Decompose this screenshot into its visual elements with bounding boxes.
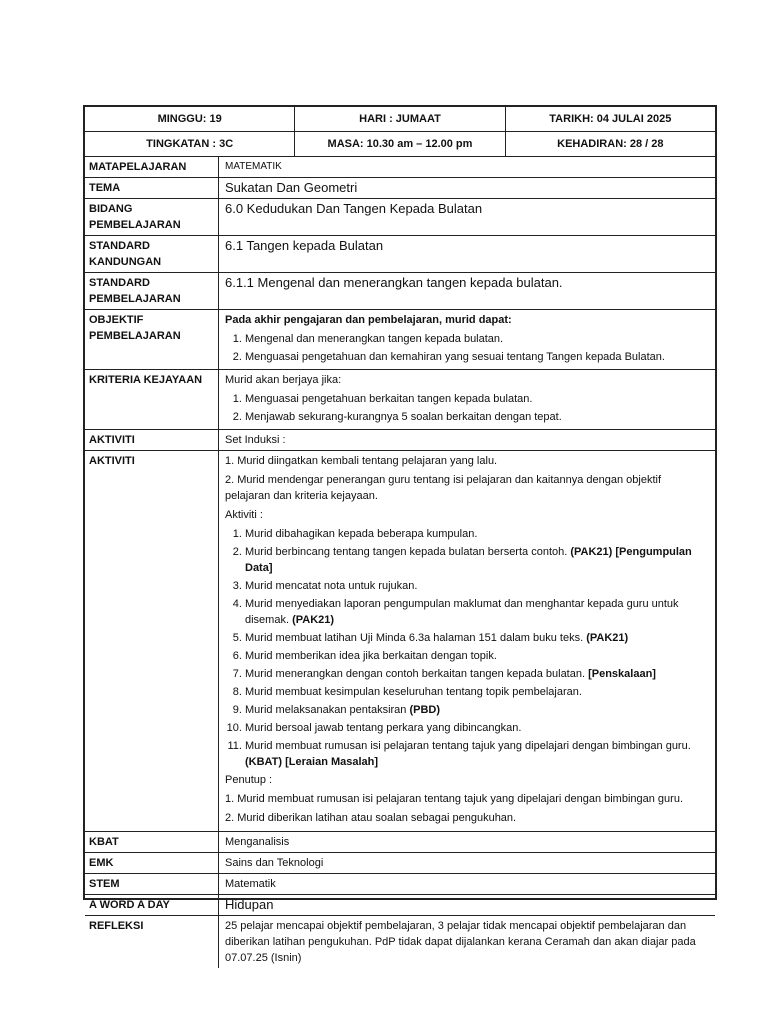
- objective-intro: Pada akhir pengajaran dan pembelajaran, murid dapat:: [225, 314, 512, 326]
- theme-value: Sukatan Dan Geometri: [225, 180, 358, 195]
- activity-text: Murid dibahagikan kepada beberapa kumpulan.: [245, 528, 478, 540]
- content-standard-value: 6.1 Tangen kepada Bulatan: [225, 238, 384, 253]
- list-item: [245, 544, 709, 576]
- hots-row: [85, 832, 715, 853]
- reflection-label: REFLEKSI: [85, 916, 219, 968]
- success-criteria-value: [219, 370, 715, 429]
- activity-tag: (PAK21): [292, 614, 335, 626]
- closing-title: Penutup :: [225, 774, 273, 786]
- header-row-1: [85, 107, 715, 132]
- list-item: [245, 596, 709, 628]
- list-item: 2. Menjawab sekurang-kurangnya 5 soalan berkaitan dengan tepat.: [245, 409, 709, 425]
- stem-row: [85, 874, 715, 895]
- emk-label: EMK: [85, 853, 219, 873]
- hots-label: KBAT: [85, 832, 219, 852]
- learning-area-label: BIDANG PEMBELAJARAN: [85, 199, 219, 235]
- emk-value: Sains dan Teknologi: [225, 857, 324, 869]
- success-criteria-label: KRITERIA KEJAYAAN: [85, 370, 219, 429]
- subject-label: MATAPELAJARAN: [85, 157, 219, 177]
- learning-standard-value: 6.1.1 Mengenal dan menerangkan tangen kepada bulatan.: [225, 275, 563, 290]
- activity-text: Murid berbincang tentang tangen kepada bulatan berserta contoh.: [245, 546, 568, 558]
- closing-line: 1. Murid membuat rumusan isi pelajaran tentang tajuk yang dipelajari dengan bimbingan guru.: [225, 793, 683, 805]
- time-cell: MASA: 10.30 am – 12.00 pm: [295, 132, 505, 156]
- stem-value: Matematik: [225, 878, 276, 890]
- list-item: [245, 684, 709, 700]
- induction-line: 2. Murid mendengar penerangan guru tentang isi pelajaran dan kaitannya dengan objektif pelajaran dan kriteria kejayaan.: [225, 474, 662, 502]
- activity-set-label: AKTIVITI: [85, 430, 219, 450]
- word-of-day-label: A WORD A DAY: [85, 895, 219, 915]
- criteria-intro: Murid akan berjaya jika:: [225, 374, 342, 386]
- induction-line: 1. Murid diingatkan kembali tentang pelajaran yang lalu.: [225, 455, 498, 467]
- objective-value: [219, 310, 715, 369]
- list-item: [245, 630, 709, 646]
- activity-tag: (KBAT) [Leraian Masalah]: [245, 756, 379, 768]
- activity-row: [85, 451, 715, 832]
- hots-value: Menganalisis: [225, 836, 290, 848]
- activity-label: AKTIVITI: [85, 451, 219, 831]
- activity-text: Murid menerangkan dengan contoh berkaitan tangen kepada bulatan.: [245, 668, 586, 680]
- activity-set-row: [85, 430, 715, 451]
- list-item: 1. Mengenal dan menerangkan tangen kepada bulatan.: [245, 331, 709, 347]
- activity-text: Murid melaksanakan pentaksiran: [245, 704, 407, 716]
- list-item: [245, 702, 709, 718]
- activity-text: Murid bersoal jawab tentang perkara yang dibincangkan.: [245, 722, 522, 734]
- activity-set-value: Set Induksi :: [225, 434, 286, 446]
- subject-value: MATEMATIK: [225, 161, 282, 172]
- objective-label: OBJEKTIF PEMBELAJARAN: [85, 310, 219, 369]
- attendance-cell: KEHADIRAN: 28 / 28: [557, 138, 664, 150]
- closing-line: 2. Murid diberikan latihan atau soalan sebagai pengukuhan.: [225, 812, 517, 824]
- class-cell: TINGKATAN : 3C: [85, 132, 295, 156]
- reflection-value: 25 pelajar mencapai objektif pembelajaran, 3 pelajar tidak mencapai objektif pembelajaran dan diberikan latihan pengukuhan. PdP tidak dapat dijalankan kerana Ceramah dan akan diajar pada 07.07.25 (Isnin): [225, 920, 696, 964]
- activity-text: Murid membuat latihan Uji Minda 6.3a halaman 151 dalam buku teks.: [245, 632, 584, 644]
- activity-tag: (PAK21) [Pengumpulan Data]: [245, 546, 692, 574]
- theme-row: [85, 178, 715, 199]
- list-item: [245, 578, 709, 594]
- lesson-plan-table: [83, 105, 717, 964]
- content-standard-label: STANDARD KANDUNGAN: [85, 236, 219, 272]
- activity-tag: (PAK21): [586, 632, 629, 644]
- list-item: [245, 738, 709, 770]
- list-item: [245, 720, 709, 736]
- activity-tag: [Penskalaan]: [588, 668, 656, 680]
- activity-text: Murid membuat rumusan isi pelajaran tentang tajuk yang dipelajari dengan bimbingan guru.: [245, 740, 691, 752]
- content-standard-row: [85, 236, 715, 273]
- week-cell: MINGGU: 19: [85, 107, 295, 131]
- objective-row: [85, 310, 715, 370]
- header-row-2: [85, 132, 715, 157]
- activity-text: Murid mencatat nota untuk rujukan.: [245, 580, 418, 592]
- learning-area-row: [85, 199, 715, 236]
- word-of-day-value: Hidupan: [225, 897, 274, 912]
- list-item: [245, 648, 709, 664]
- activity-text: Murid membuat kesimpulan keseluruhan tentang topik pembelajaran.: [245, 686, 582, 698]
- activity-title: Aktiviti :: [225, 509, 263, 521]
- learning-standard-row: [85, 273, 715, 310]
- activity-tag: (PBD): [409, 704, 441, 716]
- list-item: 2. Menguasai pengetahuan dan kemahiran yang sesuai tentang Tangen kepada Bulatan.: [245, 349, 709, 365]
- list-item: [245, 666, 709, 682]
- list-item: [245, 526, 709, 542]
- subject-row: [85, 157, 715, 178]
- list-item: 1. Menguasai pengetahuan berkaitan tangen kepada bulatan.: [245, 391, 709, 407]
- activity-list: [225, 526, 709, 770]
- success-criteria-row: [85, 370, 715, 430]
- day-cell: HARI : JUMAAT: [295, 107, 505, 131]
- stem-label: STEM: [85, 874, 219, 894]
- learning-area-value: 6.0 Kedudukan Dan Tangen Kepada Bulatan: [225, 201, 483, 216]
- emk-row: [85, 853, 715, 874]
- activity-text: Murid menyediakan laporan pengumpulan maklumat dan menghantar kepada guru untuk disemak.: [245, 598, 679, 626]
- theme-label: TEMA: [85, 178, 219, 198]
- learning-standard-label: STANDARD PEMBELAJARAN: [85, 273, 219, 309]
- activity-value: [219, 451, 715, 831]
- criteria-list: [225, 391, 709, 425]
- objective-list: [225, 331, 709, 365]
- reflection-row: [85, 916, 715, 968]
- activity-text: Murid memberikan idea jika berkaitan dengan topik.: [245, 650, 497, 662]
- word-of-day-row: [85, 895, 715, 916]
- date-cell: TARIKH: 04 JULAI 2025: [549, 113, 672, 125]
